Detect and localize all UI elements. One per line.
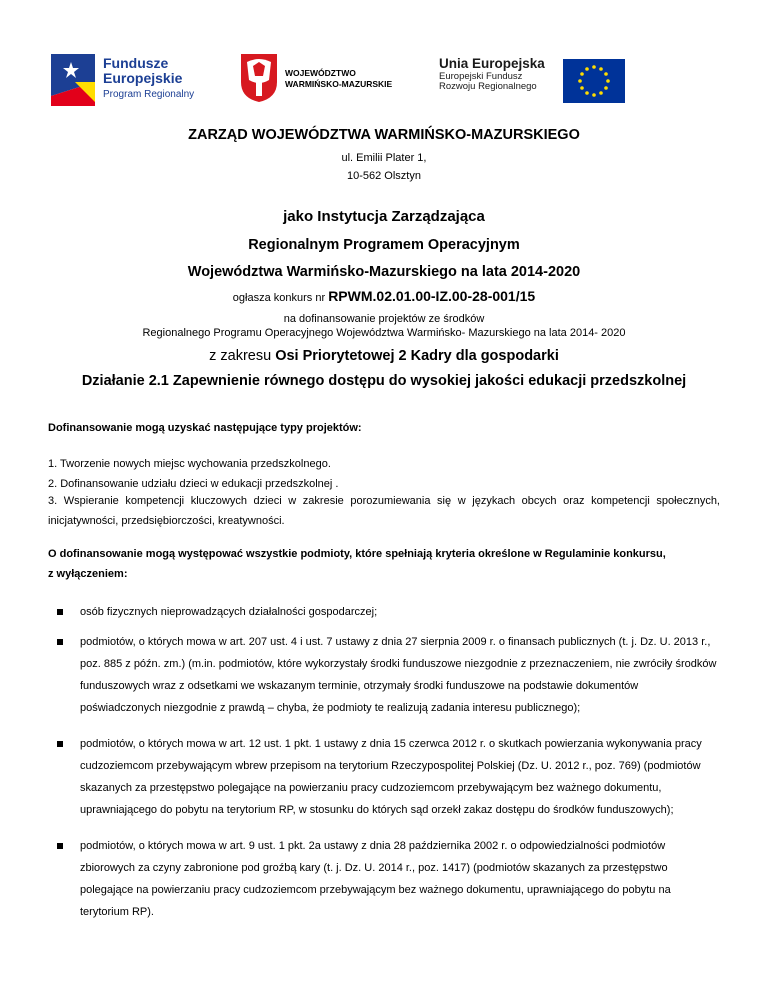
title-line1: jako Instytucja Zarządzająca <box>283 208 485 225</box>
fundusze-europejskie-logo <box>49 52 209 108</box>
zakres-os: Osi Priorytetowej 2 Kadry dla gospodarki <box>275 348 559 364</box>
podmioty-heading-line1: O dofinansowanie mogą występować wszystkie podmioty, które spełniają kryteria określone w Regulaminie konkursu, <box>48 548 666 560</box>
konkurs-line <box>0 288 768 304</box>
typy-item-3: 3. Wspieranie kompetencji kluczowych dzieci w zakresie porozumiewania się w językach obcych oraz kompetencji społecznych, inicjatywności, przedsiębiorczości, kreatywności. <box>48 495 720 527</box>
wojewodztwo-logo <box>239 52 429 108</box>
wojewodztwo-line2: WARMIŃSKO-MAZURSKIE <box>285 79 393 90</box>
dofinansowanie-line2: Regionalnego Programu Operacyjnego Województwa Warmińsko- Mazurskiego na lata 2014- 2020 <box>142 327 626 339</box>
bullet-text: osób fizycznych nieprowadzących działalności gospodarczej; <box>80 606 378 618</box>
bullet-square-icon <box>57 741 63 747</box>
org-title: ZARZĄD WOJEWÓDZTWA WARMIŃSKO-MAZURSKIEGO <box>188 127 580 143</box>
bullet-square-icon <box>57 843 63 849</box>
bullet-text: podmiotów, o których mowa w art. 12 ust. 1 pkt. 1 ustawy z dnia 15 czerwca 2012 r. o skutkach powierzania wykonywania pracy cudzoziemcom przebywającym wbrew przepisom na terytorium Rzeczypospolitej Polskiej (Dz. U. 2012 r., poz. 769) (podmiotów skazanych za przestępstwo polegające na powierzaniu pracy cudzoziemcom przebywającym bez ważnego dokumentu, uprawniającego do pobytu na terytorium RP, w stosunku do których sąd orzekł zakaz dostępu do środków funduszowych); <box>80 738 702 816</box>
logo-bar <box>49 38 629 118</box>
fundusze-line1: Fundusze <box>103 55 169 71</box>
unia-line2: Europejski Fundusz <box>439 70 523 82</box>
bullet-text: podmiotów, o których mowa w art. 207 ust. 4 i ust. 7 ustawy z dnia 27 sierpnia 2009 r. o finansach publicznych (t. j. Dz. U. 2013 r., poz. 885 z późn. zm.) (m.in. podmiotów, które wykorzystały środki funduszowe niezgodnie z przeznaczeniem, nie zwróciły środków funduszowych wraz z odsetkami we wskazanym terminie, otrzymały środki funduszowe na podstawie dokumentów poświadczonych niezgodnie z prawdą – chyba, że podmioty te realizują zadania interesu publicznego); <box>80 636 717 714</box>
dofinansowanie-line1: na dofinansowanie projektów ze środków <box>283 313 485 325</box>
podmioty-heading <box>48 544 720 584</box>
unia-europejska-logo <box>439 56 684 112</box>
title-line3: Województwa Warmińsko-Mazurskiego na lata 2014-2020 <box>187 264 581 280</box>
typy-item-2: 2. Dofinansowanie udziału dzieci w edukacji przedszkolnej . <box>48 478 339 490</box>
konkurs-prefix: ogłasza konkurs nr <box>232 292 326 304</box>
fundusze-line3: Program Regionalny <box>103 88 195 100</box>
konkurs-number: RPWM.02.01.00-IZ.00-28-001/15 <box>328 288 536 304</box>
unia-line1: Unia Europejska <box>439 56 545 71</box>
typy-item-1: 1. Tworzenie nowych miejsc wychowania przedszkolnego. <box>48 458 331 470</box>
zakres-prefix: z zakresu <box>209 348 272 364</box>
typy-heading: Dofinansowanie mogą uzyskać następujące typy projektów: <box>48 422 362 434</box>
bullet-square-icon <box>57 639 63 645</box>
fundusze-star-icon <box>49 52 99 108</box>
address-street: ul. Emilii Plater 1, <box>341 152 427 164</box>
unia-line3: Rozwoju Regionalnego <box>439 81 537 93</box>
title-line2: Regionalnym Programem Operacyjnym <box>248 237 520 253</box>
address-city: 10-562 Olsztyn <box>347 170 421 182</box>
bullet-square-icon <box>57 609 63 615</box>
fundusze-line2: Europejskie <box>103 70 183 87</box>
wojewodztwo-line1: WOJEWÓDZTWO <box>285 68 356 78</box>
eu-flag-icon <box>563 59 625 103</box>
zakres-line <box>0 348 768 364</box>
dzialanie-title: Działanie 2.1 Zapewnienie równego dostępu do wysokiej jakości edukacji przedszkolnej <box>81 373 687 389</box>
podmioty-heading-line2: z wyłączeniem: <box>48 568 128 580</box>
bullet-text: podmiotów, o których mowa w art. 9 ust. 1 pkt. 2a ustawy z dnia 28 października 2002 r. o odpowiedzialności podmiotów zbiorowych za czyny zabronione pod groźbą kary (t. j. Dz. U. 2014 r., poz. 1417) (podmiotów skazanych za przestępstwo polegające na powierzaniu pracy cudzoziemcom przebywającym bez ważnego dokumentu, uprawniającego do pobytu na terytorium RP). <box>80 840 671 918</box>
coat-of-arms-icon <box>239 52 279 104</box>
